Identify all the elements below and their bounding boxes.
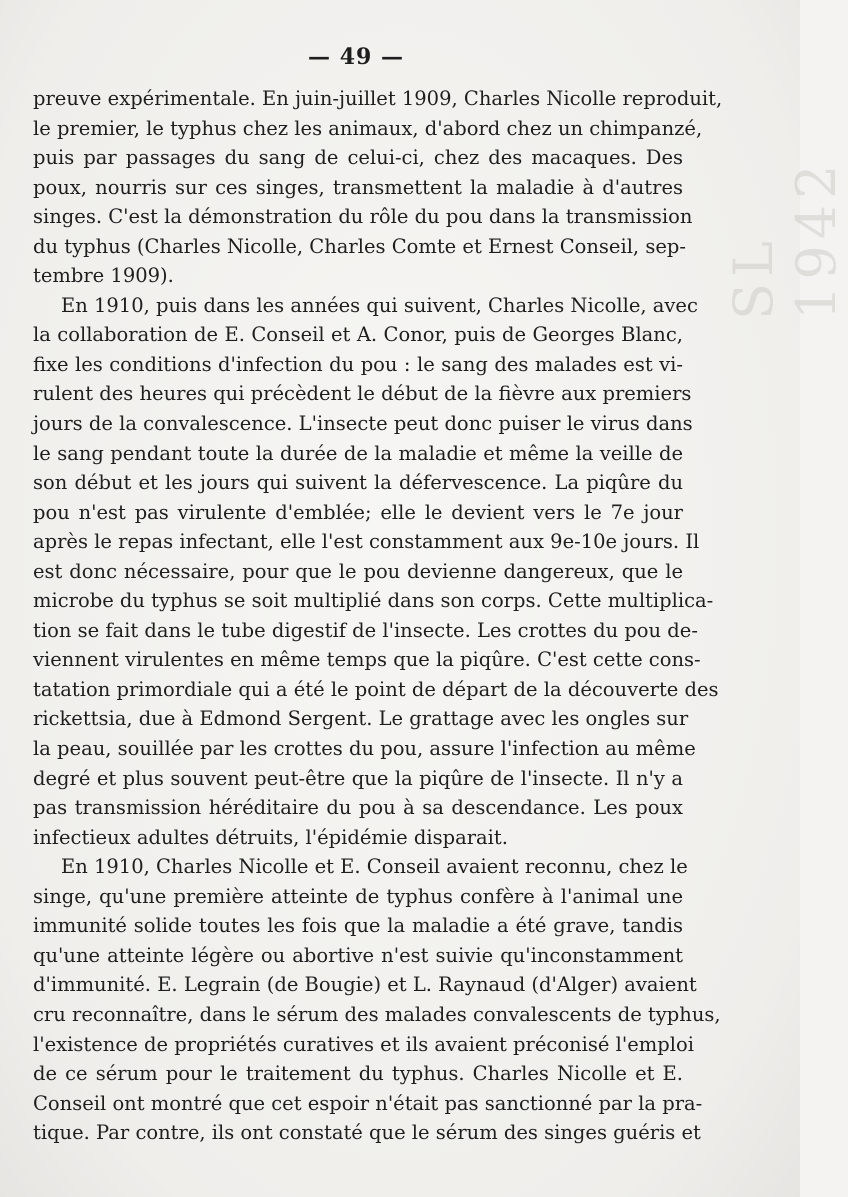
text-line: En 1910, Charles Nicolle et E. Conseil avaient reconnu, chez le: [61, 855, 688, 879]
text-line: la collaboration de E. Conseil et A. Conor, puis de Georges Blanc,: [33, 323, 683, 347]
text-line: rickettsia, due à Edmond Sergent. Le grattage avec les ongles sur: [33, 707, 689, 731]
text-line: rulent des heures qui précèdent le début de la fièvre aux premiers: [33, 382, 692, 406]
text-line: Conseil ont montré que cet espoir n'était pas sanctionné par la pra-: [33, 1091, 703, 1115]
text-line: tion se fait dans le tube digestif de l'insecte. Les crottes du pou de-: [33, 618, 698, 642]
text-line: tembre 1909).: [33, 264, 174, 288]
bleed-through-marks: SL 1942: [722, 158, 848, 320]
paragraph-3: [33, 852, 721, 1147]
text-line: cru reconnaître, dans le sérum des malades convalescents de typhus,: [33, 1002, 721, 1026]
paragraph-2: [33, 291, 719, 852]
text-line: son début et les jours qui suivent la défervescence. La piqûre du: [33, 471, 683, 495]
text-line: degré et plus souvent peut-être que la piqûre de l'insecte. Il n'y a: [33, 766, 683, 790]
text-line: est donc nécessaire, pour que le pou devienne dangereux, que le: [33, 559, 683, 583]
text-line: viennent virulentes en même temps que la piqûre. C'est cette cons-: [33, 648, 701, 672]
text-line: l'existence de propriétés curatives et ils avaient préconisé l'emploi: [33, 1032, 694, 1056]
text-line: fixe les conditions d'infection du pou : le sang des malades est vi-: [33, 352, 683, 376]
text-line: pas transmission héréditaire du pou à sa descendance. Les poux: [33, 796, 683, 820]
text-line: infectieux adultes détruits, l'épidémie disparait.: [33, 825, 508, 849]
text-line: pou n'est pas virulente d'emblée; elle le devient vers le 7e jour: [33, 500, 683, 524]
text-line: puis par passages du sang de celui-ci, chez des macaques. Des: [33, 146, 683, 170]
text-line: En 1910, puis dans les années qui suivent, Charles Nicolle, avec: [61, 293, 698, 317]
text-line: preuve expérimentale. En juin-juillet 1909, Charles Nicolle reproduit,: [33, 87, 723, 110]
text-line: le sang pendant toute la durée de la maladie et même la veille de: [33, 441, 683, 465]
page-number: — 49 —: [308, 44, 404, 70]
text-line: de ce sérum pour le traitement du typhus. Charles Nicolle et E.: [33, 1062, 683, 1086]
text-line: la peau, souillée par les crottes du pou, assure l'infection au même: [33, 737, 696, 761]
body-text: [33, 84, 723, 1148]
text-line: tique. Par contre, ils ont constaté que le sérum des singes guéris et: [33, 1121, 701, 1145]
text-line: qu'une atteinte légère ou abortive n'est suivie qu'inconstamment: [33, 943, 683, 967]
text-line: singes. C'est la démonstration du rôle du pou dans la transmission: [33, 205, 693, 229]
text-line: d'immunité. E. Legrain (de Bougie) et L. Raynaud (d'Alger) avaient: [33, 973, 697, 997]
text-line: immunité solide toutes les fois que la maladie a été grave, tandis: [33, 914, 683, 938]
text-line: tatation primordiale qui a été le point de départ de la découverte des: [33, 677, 719, 701]
text-line: microbe du typhus se soit multiplié dans son corps. Cette multiplica-: [33, 589, 714, 613]
text-line: poux, nourris sur ces singes, transmettent la maladie à d'autres: [33, 175, 683, 199]
text-line: le premier, le typhus chez les animaux, d'abord chez un chimpanzé,: [33, 116, 703, 140]
paragraph-1: [33, 84, 723, 291]
text-line: du typhus (Charles Nicolle, Charles Comte et Ernest Conseil, sep-: [33, 234, 686, 258]
text-line: singe, qu'une première atteinte de typhus confère à l'animal une: [33, 884, 683, 908]
text-line: jours de la convalescence. L'insecte peut donc puiser le virus dans: [33, 412, 693, 436]
text-line: après le repas infectant, elle l'est constamment aux 9e-10e jours. Il: [33, 530, 700, 554]
